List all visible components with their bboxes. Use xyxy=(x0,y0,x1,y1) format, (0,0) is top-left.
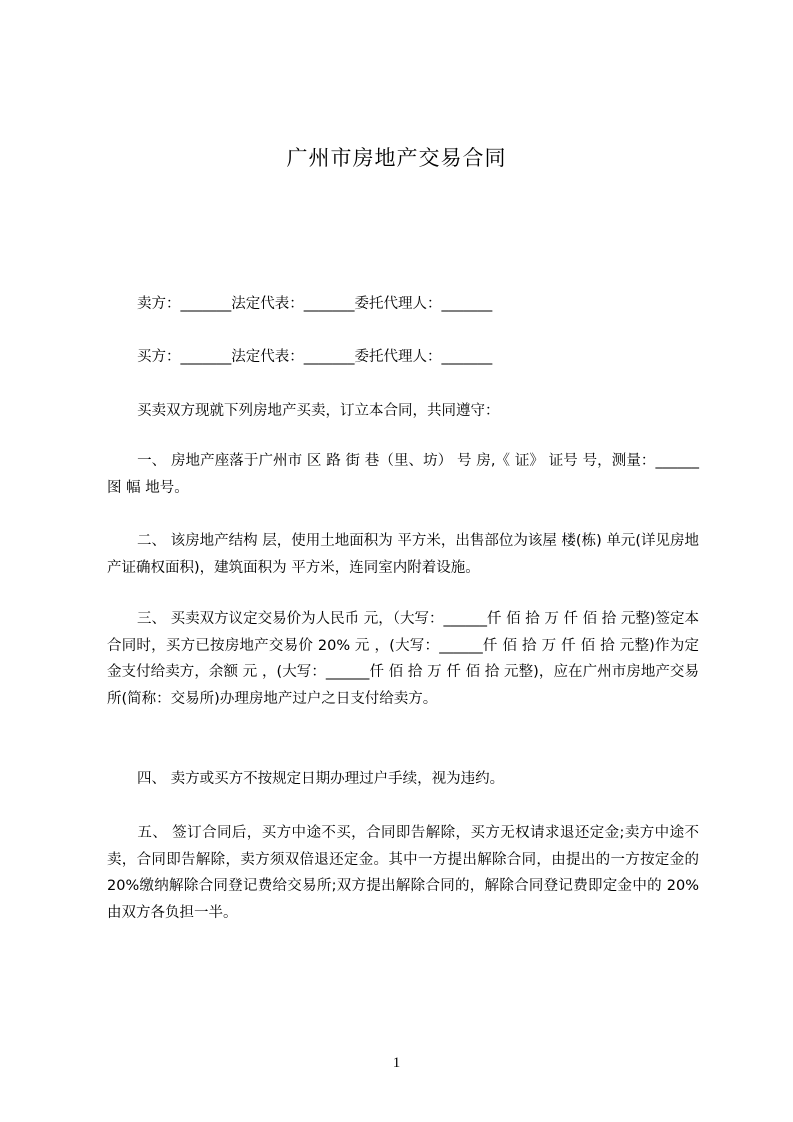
clause-5-text: 五、 签订合同后，买方中途不买，合同即告解除，买方无权请求退还定金;卖方中途不卖，合同即告解除，卖方须双倍退还定金。其中一方提出解除合同，由提出的一方按定金的 20%缴纳解除合同登记费给交易所;双方提出解除合同的，解除合同登记费即定金中的 20%由双方各负担一半。 xyxy=(107,825,699,921)
buyer-line: 买方：_______法定代表：_______委托代理人：_______ xyxy=(137,349,493,365)
clause-1-text: 一、 房地产座落于广州市 区 路 街 巷（里、坊） 号 房,《 证》 证号 号，测量：______图 幅 地号。 xyxy=(107,453,699,496)
clause-3 xyxy=(107,606,699,712)
clause-3-text: 三、 买卖双方议定交易价为人民币 元，（大写：______仟 佰 拾 万 仟 佰 拾 元整)签定本合同时，买方已按房地产交易价 20% 元 ，(大写：______仟 佰 拾 万 仟 佰 拾 元整)作为定金支付给卖方，余额 元 ，(大写：______仟 佰 拾 万 仟 佰 拾 元整)，应在广州市房地产交易所(简称：交易所)办理房地产过户之日支付给卖方。 xyxy=(107,611,699,707)
seller-line: 卖方：_______法定代表：_______委托代理人：_______ xyxy=(137,296,493,312)
page-number: 1 xyxy=(392,1055,401,1071)
clause-2-text: 二、 该房地产结构 层，使用土地面积为 平方米，出售部位为该屋 楼(栋) 单元(详见房地产证确权面积)，建筑面积为 平方米，连同室内附着设施。 xyxy=(107,533,700,576)
clause-4-text: 四、 卖方或买方不按规定日期办理过户手续，视为违约。 xyxy=(137,771,505,787)
clause-4 xyxy=(107,766,699,793)
clause-2 xyxy=(107,528,699,581)
clause-5 xyxy=(107,820,699,926)
clause-1 xyxy=(107,448,699,501)
document-title: 广州市房地产交易合同 xyxy=(286,146,507,170)
preamble: 买卖双方现就下列房地产买卖，订立本合同，共同遵守： xyxy=(137,403,500,419)
